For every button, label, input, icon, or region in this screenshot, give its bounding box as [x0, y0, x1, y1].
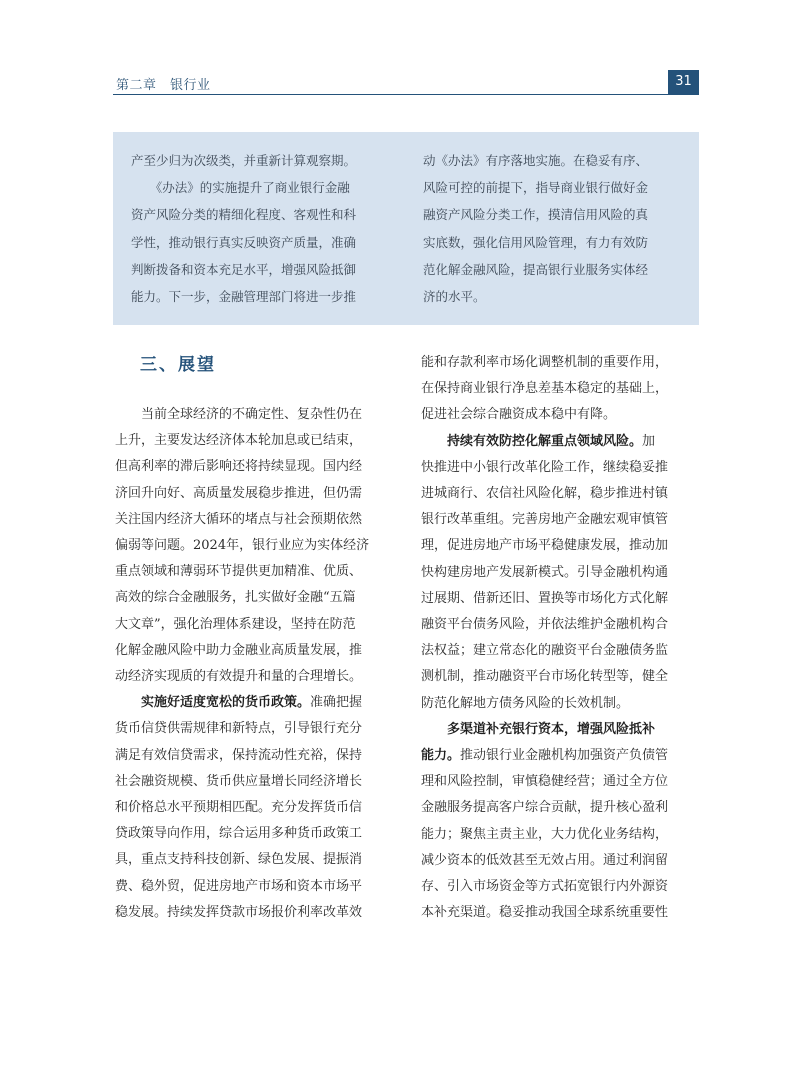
body-text-line: 法权益；建立常态化的融资平台金融债务监 [421, 643, 669, 659]
body-text-line: 高效的综合金融服务，扎实做好金融“五篇 [115, 590, 356, 606]
body-text-line: 在保持商业银行净息差基本稳定的基础上， [421, 381, 669, 397]
body-text-line: 偏弱等问题。2024年，银行业应为实体经济 [115, 538, 370, 554]
body-text-line: 存、引入市场资金等方式拓宽银行内外源资 [421, 879, 669, 895]
left-body-column [115, 402, 400, 926]
body-text-line: 能和存款利率市场化调整机制的重要作用， [421, 355, 669, 370]
paragraph-lead-line [421, 717, 706, 743]
page-header [113, 70, 699, 94]
chapter-title: 第二章 银行业 [116, 78, 211, 93]
box-right-column [423, 147, 681, 310]
box-text-line: 风险可控的前提下，指导商业银行做好金 [423, 180, 649, 196]
body-text-line: 银行改革重组。完善房地产金融宏观审慎管 [421, 512, 669, 528]
body-text-line: 进城商行、农信社风险化解，稳步推进村镇 [421, 486, 669, 502]
page-number: 31 [668, 70, 699, 94]
paragraph-lead-line [115, 690, 400, 716]
section-title: 三、展望 [140, 355, 216, 375]
paragraph-lead-line [421, 743, 706, 769]
body-text-line: 上升，主要发达经济体本轮加息或已结束， [115, 433, 363, 449]
body-text-line: 快构建房地产发展新模式。引导金融机构通 [421, 564, 669, 580]
box-text-line: 动《办法》有序落地实施。在稳妥有序、 [423, 153, 649, 168]
box-text-line: 实底数，强化信用风险管理，有力有效防 [423, 234, 649, 250]
body-text-line: 快推进中小银行改革化险工作，继续稳妥推 [421, 459, 669, 475]
body-text-line: 减少资本的低效甚至无效占用。通过利润留 [421, 852, 669, 868]
box-text-line: 能力。下一步，金融管理部门将进一步推 [131, 289, 357, 305]
paragraph-heading: 多渠道补充银行资本，增强风险抵补 [447, 721, 656, 737]
body-text-line: 但高利率的滞后影响还将持续显现。国内经 [115, 459, 363, 475]
body-text-line: 贷政策导向作用，综合运用多种货币政策工 [115, 826, 363, 842]
box-text-line: 学性，推动银行真实反映资产质量，准确 [131, 234, 357, 250]
body-text-line: 融资平台债务风险，并依法维护金融机构合 [421, 617, 669, 633]
box-text-line: 范化解金融风险，提高银行业服务实体经 [423, 261, 649, 277]
body-text-line: 化解金融风险中助力金融业高质量发展，推 [115, 642, 363, 658]
box-text-line: 融资产风险分类工作，摸清信用风险的真 [423, 207, 649, 223]
body-text-line: 满足有效信贷需求，保持流动性充裕，保持 [115, 747, 363, 763]
body-text-line: 促进社会综合融资成本稳中有降。 [421, 407, 617, 423]
paragraph-lead-text: 推动银行业金融机构加强资产负债管 [460, 748, 669, 764]
body-text-line: 稳发展。持续发挥贷款市场报价利率改革效 [115, 904, 363, 920]
paragraph-lead-line [421, 429, 706, 455]
body-text-line: 理，促进房地产市场平稳健康发展，推动加 [421, 538, 669, 554]
body-text-line: 关注国内经济大循环的堵点与社会预期依然 [115, 511, 363, 527]
body-text-line: 社会融资规模、货币供应量增长同经济增长 [115, 773, 363, 789]
paragraph-heading: 实施好适度宽松的货币政策。 [141, 695, 311, 711]
body-text-line: 测机制，推动融资平台市场化转型等，健全 [421, 669, 669, 685]
box-left-column [131, 147, 389, 310]
highlight-box [113, 132, 699, 325]
body-text-line: 货币信贷供需规律和新特点，引导银行充分 [115, 721, 363, 737]
box-text-line: 产至少归为次级类，并重新计算观察期。 [131, 153, 357, 168]
body-text-line: 动经济实现质的有效提升和量的合理增长。 [115, 669, 363, 685]
body-text-line: 济回升向好、高质量发展稳步推进，但仍需 [115, 485, 363, 501]
body-text-line: 金融服务提高客户综合贡献，提升核心盈利 [421, 800, 669, 816]
body-text-line: 防范化解地方债务风险的长效机制。 [421, 695, 630, 711]
body-text-line: 当前全球经济的不确定性、复杂性仍在 [115, 407, 363, 422]
paragraph-lead-text: 加 [642, 433, 656, 449]
body-text-line: 费、稳外贸，促进房地产市场和资本市场平 [115, 878, 363, 894]
body-text-line: 大文章”，强化治理体系建设，坚持在防范 [115, 616, 356, 632]
body-text-line: 理和风险控制，审慎稳健经营；通过全方位 [421, 774, 669, 790]
body-text-line: 能力；聚焦主责主业，大力优化业务结构， [421, 826, 669, 842]
right-body-column [421, 350, 706, 926]
paragraph-heading: 持续有效防控化解重点领域风险。 [447, 433, 643, 449]
header-divider [113, 94, 699, 95]
box-text-line: 资产风险分类的精细化程度、客观性和科 [131, 207, 357, 223]
body-text-line: 本补充渠道。稳妥推动我国全球系统重要性 [421, 905, 669, 921]
body-text-line: 和价格总水平预期相匹配。充分发挥货币信 [115, 800, 363, 816]
box-text-line: 《办法》的实施提升了商业银行金融 [131, 180, 350, 196]
body-text-line: 具，重点支持科技创新、绿色发展、提振消 [115, 852, 363, 868]
paragraph-heading: 能力。 [421, 748, 461, 764]
paragraph-lead-text: 准确把握 [310, 695, 363, 711]
box-text-line: 判断拨备和资本充足水平，增强风险抵御 [131, 261, 357, 277]
body-text-line: 过展期、借新还旧、置换等市场化方式化解 [421, 590, 669, 606]
box-text-line: 济的水平。 [423, 289, 486, 305]
body-text-line: 重点领域和薄弱环节提供更加精准、优质、 [115, 564, 363, 580]
